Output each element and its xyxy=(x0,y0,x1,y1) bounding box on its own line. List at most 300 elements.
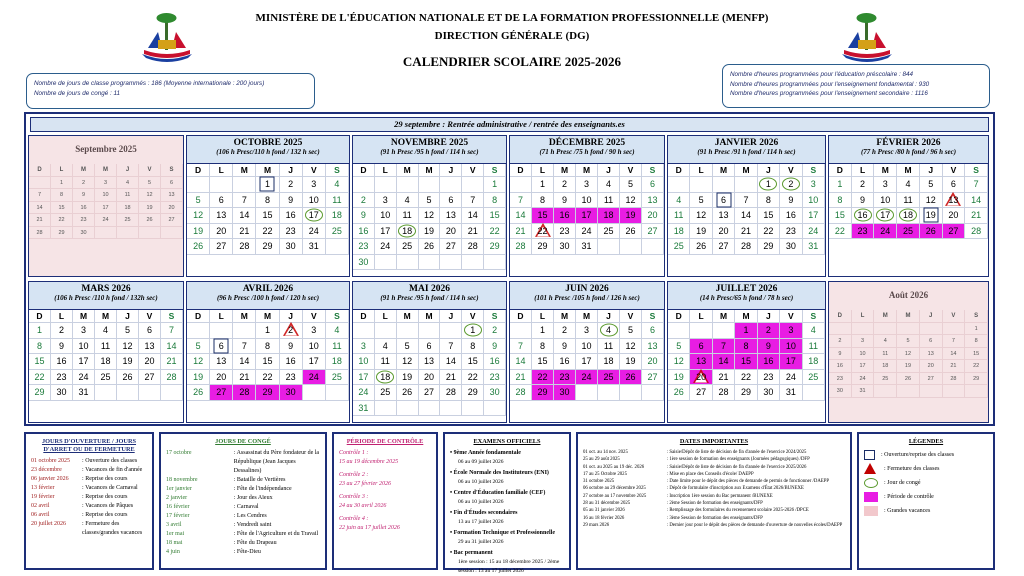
day-cell xyxy=(280,385,303,401)
day-grid xyxy=(187,164,349,255)
month-header xyxy=(510,136,664,164)
opening-date: 19 février xyxy=(31,494,55,500)
day-number: 12 xyxy=(625,340,636,351)
day-number: 22 xyxy=(537,371,548,382)
day-number: 8 xyxy=(59,192,64,198)
day-number: 30 xyxy=(559,387,570,397)
day-cell xyxy=(233,354,256,370)
day-cell xyxy=(852,224,875,240)
day-cell xyxy=(353,401,375,417)
day-header: J xyxy=(598,164,620,177)
opening-label: : Reprise des cours xyxy=(82,512,128,518)
day-number: 4 xyxy=(905,179,911,189)
day-cell xyxy=(462,177,484,193)
day-number: 14 xyxy=(166,340,177,351)
day-number: 26 xyxy=(146,217,153,223)
day-cell xyxy=(532,224,554,240)
day-number: 26 xyxy=(925,225,936,236)
day-cell xyxy=(803,354,825,370)
day-cell xyxy=(375,385,397,401)
day-cell xyxy=(51,202,73,215)
day-cell xyxy=(642,323,664,339)
day-cell xyxy=(73,214,95,227)
day-cell xyxy=(620,323,642,339)
exam-name: • Centre d'Éducation familiale (CEF) xyxy=(450,490,546,496)
day-cell xyxy=(353,354,375,370)
day-cell xyxy=(803,385,825,401)
month-header xyxy=(187,136,349,164)
day-cell xyxy=(943,208,966,224)
month-header xyxy=(29,136,183,164)
day-cell xyxy=(554,224,576,240)
day-number: 25 xyxy=(331,225,342,236)
day-number: 13 xyxy=(445,210,456,220)
day-cell xyxy=(29,385,51,401)
day-cell xyxy=(326,177,349,193)
day-cell xyxy=(95,370,117,386)
day-number: 26 xyxy=(193,241,204,251)
day-number: 22 xyxy=(834,225,845,236)
day-cell xyxy=(576,239,598,255)
day-number: 8 xyxy=(492,194,498,205)
month-name: DÉCEMBRE 2025 xyxy=(548,138,626,148)
day-cell xyxy=(440,370,462,386)
day-cell xyxy=(803,177,825,193)
day-number: 21 xyxy=(445,371,456,382)
day-number: 1 xyxy=(59,179,64,186)
day-number: 30 xyxy=(285,387,296,397)
day-number: 14 xyxy=(239,356,250,366)
day-number: 10 xyxy=(808,194,819,205)
day-number: 15 xyxy=(489,210,500,220)
day-cell xyxy=(713,208,735,224)
day-cell xyxy=(532,208,554,224)
day-number: 23 xyxy=(857,225,868,236)
day-cell xyxy=(326,354,349,370)
box-title: JOURS D'OUVERTURE / JOURS D'ARRET OU DE FERMETURE xyxy=(41,438,137,453)
legend-label: : Grandes vacances xyxy=(884,507,931,514)
day-cell xyxy=(29,354,51,370)
day-number: 20 xyxy=(423,371,434,382)
day-cell xyxy=(29,202,51,215)
day-header: V xyxy=(780,164,802,177)
day-cell xyxy=(280,208,303,224)
day-number: 6 xyxy=(218,194,224,205)
day-cell xyxy=(576,339,598,355)
day-number: 27 xyxy=(168,217,175,223)
day-cell xyxy=(943,323,966,336)
day-cell xyxy=(897,348,920,361)
month-name: AVRIL 2026 xyxy=(242,284,294,294)
day-header: J xyxy=(920,164,943,177)
day-number: 1 xyxy=(837,179,843,189)
day-cell xyxy=(642,239,664,255)
day-cell xyxy=(713,385,735,401)
day-number: 24 xyxy=(880,225,891,236)
day-number: 3 xyxy=(311,325,317,335)
day-number: 3 xyxy=(360,340,366,351)
day-cell xyxy=(397,385,419,401)
day-cell xyxy=(233,224,256,240)
day-grid xyxy=(829,310,988,398)
day-cell xyxy=(353,385,375,401)
day-number: 16 xyxy=(559,356,570,366)
day-cell xyxy=(554,370,576,386)
day-number: 20 xyxy=(445,225,456,236)
day-number: 12 xyxy=(673,356,684,366)
month-calendar xyxy=(667,281,826,423)
day-header: M xyxy=(256,164,279,177)
important-row xyxy=(583,500,845,507)
legend-item xyxy=(864,478,988,488)
day-cell xyxy=(510,193,532,209)
day-grid xyxy=(187,310,349,401)
official-exams-box xyxy=(443,432,571,574)
day-number: 22 xyxy=(262,225,273,236)
day-cell xyxy=(95,385,117,401)
day-grid xyxy=(510,164,664,255)
day-cell xyxy=(210,354,233,370)
day-cell xyxy=(943,385,966,398)
day-cell xyxy=(280,239,303,255)
opening-date: 01 octobre 2025 xyxy=(31,458,70,464)
day-cell xyxy=(51,339,73,355)
opening-row xyxy=(31,484,147,493)
day-number: 5 xyxy=(676,340,682,351)
day-cell xyxy=(897,193,920,209)
day-cell xyxy=(29,339,51,355)
month-name: NOVEMBRE 2025 xyxy=(390,138,469,148)
day-number: 2 xyxy=(360,194,366,205)
opening-label: : Vacances de Pâques xyxy=(82,503,134,509)
control-dates: 22 juin au 17 juillet 2026 xyxy=(339,525,400,531)
box-title: EXAMENS OFFICIELS xyxy=(473,438,541,445)
important-label: : Mise en place des Conseils d'école/ DAEPP xyxy=(666,471,754,477)
day-cell xyxy=(161,189,183,202)
day-number: 21 xyxy=(950,363,957,369)
day-cell xyxy=(256,339,279,355)
day-cell xyxy=(576,385,598,401)
day-number: 25 xyxy=(380,387,391,397)
day-cell xyxy=(397,370,419,386)
day-cell xyxy=(117,202,139,215)
day-cell xyxy=(690,239,712,255)
day-cell xyxy=(829,224,852,240)
day-number: 21 xyxy=(971,210,982,220)
day-cell xyxy=(690,177,712,193)
day-number: 3 xyxy=(882,179,888,189)
important-label: : 1ère session de formation des enseignants (Journées pédagogiques) /DFP xyxy=(666,457,810,463)
day-cell xyxy=(256,193,279,209)
day-cell xyxy=(554,208,576,224)
month-calendar xyxy=(186,135,350,277)
day-number: 1 xyxy=(765,179,771,189)
day-header: J xyxy=(758,164,780,177)
day-number: 31 xyxy=(785,387,796,397)
control-name: Contrôle 4 : xyxy=(339,516,369,522)
day-cell xyxy=(440,224,462,240)
day-cell xyxy=(117,189,139,202)
day-number: 14 xyxy=(515,356,526,366)
important-label: : Remplissage des formulaires du recensement scolaire 2025-2026 /DPCE xyxy=(666,508,809,514)
day-cell xyxy=(440,401,462,417)
day-header: M xyxy=(233,164,256,177)
day-number: 24 xyxy=(380,241,391,251)
legend-item xyxy=(864,464,988,474)
exam-item xyxy=(450,529,564,547)
day-number: 16 xyxy=(285,210,296,220)
day-number: 27 xyxy=(647,225,658,236)
day-number: 29 xyxy=(262,241,273,251)
day-number: 5 xyxy=(124,325,130,335)
legend-label: : Fermeture des classes xyxy=(884,465,940,472)
day-cell xyxy=(95,323,117,339)
day-number: 4 xyxy=(810,325,816,335)
month-name: JANVIER 2026 xyxy=(714,138,779,148)
direction-title: DIRECTION GÉNÉRALE (DG) xyxy=(434,30,590,42)
day-cell xyxy=(161,370,183,386)
day-header: V xyxy=(462,164,484,177)
holiday-label: : Jour des Aïeux xyxy=(233,495,273,501)
day-number: 22 xyxy=(973,363,980,369)
day-number: 24 xyxy=(78,371,89,382)
day-header: D xyxy=(829,164,852,177)
day-number: 30 xyxy=(559,241,570,251)
opening-date: 06 avril xyxy=(31,512,50,518)
day-number: 5 xyxy=(698,194,704,205)
day-header: S xyxy=(161,310,183,323)
day-cell xyxy=(484,401,506,417)
day-number: 26 xyxy=(904,375,912,382)
day-number: 17 xyxy=(808,210,819,220)
day-number: 21 xyxy=(467,225,478,236)
day-cell xyxy=(353,177,375,193)
day-cell xyxy=(484,239,506,255)
day-number: 1 xyxy=(539,325,545,335)
day-number: 7 xyxy=(241,194,247,205)
day-number: 2 xyxy=(765,325,771,335)
day-cell xyxy=(397,339,419,355)
day-cell xyxy=(852,335,875,348)
day-header: D xyxy=(668,164,690,177)
day-number: 26 xyxy=(402,387,413,397)
day-cell xyxy=(303,239,326,255)
day-header: J xyxy=(280,164,303,177)
day-cell xyxy=(510,370,532,386)
day-cell xyxy=(440,323,462,339)
exam-dates: 29 au 31 juillet 2026 xyxy=(458,539,504,545)
opening-row xyxy=(31,457,147,466)
month-name: MAI 2026 xyxy=(409,284,450,294)
day-number: 5 xyxy=(928,179,934,189)
day-cell xyxy=(73,385,95,401)
day-number: 29 xyxy=(58,229,65,236)
holiday-row xyxy=(166,512,320,521)
day-cell xyxy=(965,385,988,398)
day-number: 22 xyxy=(740,371,751,382)
day-number: 18 xyxy=(808,356,819,366)
day-number: 6 xyxy=(146,325,152,335)
important-row xyxy=(583,522,845,529)
day-number: 14 xyxy=(718,356,729,366)
day-number: 18 xyxy=(331,210,342,220)
day-cell xyxy=(735,354,757,370)
holiday-row xyxy=(166,530,320,539)
day-header: L xyxy=(51,164,73,177)
day-cell xyxy=(210,177,233,193)
day-cell xyxy=(874,193,897,209)
day-cell xyxy=(95,354,117,370)
day-number: 8 xyxy=(765,194,771,205)
day-cell xyxy=(532,339,554,355)
day-cell xyxy=(943,348,966,361)
important-date: 28 au 31 décembre 2025 xyxy=(583,501,631,507)
day-cell xyxy=(852,360,875,373)
day-number: 3 xyxy=(80,325,86,335)
day-cell xyxy=(51,189,73,202)
day-cell xyxy=(642,354,664,370)
day-number: 8 xyxy=(837,194,843,205)
day-number: 7 xyxy=(743,194,749,205)
day-cell xyxy=(187,224,210,240)
day-cell xyxy=(642,385,664,401)
day-header: S xyxy=(484,310,506,323)
holiday-ring-icon xyxy=(864,478,878,488)
day-header: M xyxy=(95,310,117,323)
day-number: 7 xyxy=(721,340,727,351)
day-cell xyxy=(139,339,161,355)
day-number: 25 xyxy=(902,225,913,236)
day-number: 19 xyxy=(402,371,413,382)
day-number: 4 xyxy=(382,340,388,351)
important-label: : Saisie/Dépôt de liste de décision de fin d'année de l'exercice 2024/2025 xyxy=(666,450,807,455)
day-cell xyxy=(484,224,506,240)
day-cell xyxy=(139,177,161,190)
opening-label: : Reprise des cours xyxy=(82,476,128,482)
day-cell xyxy=(210,239,233,255)
day-number: 27 xyxy=(647,371,658,382)
day-cell xyxy=(780,224,802,240)
important-date: 17 au 25 Octobre 2025 xyxy=(583,471,627,477)
day-cell xyxy=(758,208,780,224)
day-cell xyxy=(51,214,73,227)
day-number: 25 xyxy=(402,241,413,251)
day-header: L xyxy=(210,164,233,177)
day-grid xyxy=(668,310,825,401)
day-number: 5 xyxy=(426,194,432,205)
day-number: 27 xyxy=(216,241,227,251)
day-cell xyxy=(326,239,349,255)
control-dates: 24 au 30 avril 2026 xyxy=(339,503,387,509)
day-number: 4 xyxy=(334,179,340,189)
holiday-label: : Fête de l'indépendance xyxy=(233,486,292,492)
day-cell xyxy=(510,385,532,401)
day-header: D xyxy=(510,164,532,177)
day-header: L xyxy=(375,164,397,177)
day-header: D xyxy=(29,164,51,177)
day-cell xyxy=(598,193,620,209)
day-cell xyxy=(73,227,95,240)
day-number: 17 xyxy=(785,356,796,366)
day-number: 21 xyxy=(239,225,250,236)
day-cell xyxy=(897,385,920,398)
day-cell xyxy=(620,177,642,193)
day-cell xyxy=(803,224,825,240)
day-cell xyxy=(233,193,256,209)
day-number: 23 xyxy=(285,371,296,382)
day-number: 6 xyxy=(169,179,174,186)
day-number: 13 xyxy=(647,340,658,351)
day-number: 9 xyxy=(860,194,866,205)
day-header: V xyxy=(303,164,326,177)
day-cell xyxy=(326,370,349,386)
day-cell xyxy=(780,323,802,339)
day-cell xyxy=(576,370,598,386)
day-cell xyxy=(233,385,256,401)
day-cell xyxy=(620,224,642,240)
day-number: 23 xyxy=(285,225,296,236)
day-cell xyxy=(642,224,664,240)
day-cell xyxy=(440,193,462,209)
day-header: V xyxy=(780,310,802,323)
day-cell xyxy=(713,177,735,193)
day-cell xyxy=(713,193,735,209)
exam-name: • 9ème Année fondamentale xyxy=(450,450,521,456)
day-cell xyxy=(735,224,757,240)
day-header: L xyxy=(51,310,73,323)
day-number: 14 xyxy=(36,204,43,211)
opening-row xyxy=(31,466,147,475)
month-calendar xyxy=(28,281,184,423)
day-cell xyxy=(397,255,419,271)
day-number: 2 xyxy=(838,338,842,344)
exam-dates: 06 au 10 juillet 2026 xyxy=(458,499,504,505)
day-cell xyxy=(803,323,825,339)
legend-label: : Période de contrôle xyxy=(884,493,934,500)
holiday-row xyxy=(166,476,320,485)
day-cell xyxy=(920,348,943,361)
day-number: 14 xyxy=(950,350,957,357)
day-number: 2 xyxy=(288,179,294,189)
day-number: 2 xyxy=(288,325,294,335)
day-cell xyxy=(375,208,397,224)
important-date: 25 au 29 août 2025 xyxy=(583,457,620,463)
day-cell xyxy=(233,239,256,255)
day-number: 12 xyxy=(625,194,636,205)
info-line: Nombre d'heures programmées pour l'éducation préscolaire : 844 xyxy=(730,71,914,78)
day-cell xyxy=(353,370,375,386)
day-cell xyxy=(758,339,780,355)
day-number: 23 xyxy=(559,371,570,382)
important-label: : 2ème Session de formation des enseignants/DFP xyxy=(666,501,763,507)
day-cell xyxy=(642,177,664,193)
control-period-box xyxy=(332,432,438,570)
day-cell xyxy=(210,224,233,240)
day-header: D xyxy=(510,310,532,323)
day-number: 9 xyxy=(81,192,86,198)
day-number: 31 xyxy=(78,387,89,397)
day-cell xyxy=(532,323,554,339)
day-cell xyxy=(233,370,256,386)
day-number: 22 xyxy=(489,225,500,236)
day-cell xyxy=(95,189,117,202)
day-number: 28 xyxy=(740,241,751,251)
day-cell xyxy=(139,227,161,240)
day-grid xyxy=(29,164,183,239)
day-cell xyxy=(874,323,897,336)
day-number: 20 xyxy=(144,356,155,366)
day-cell xyxy=(303,354,326,370)
